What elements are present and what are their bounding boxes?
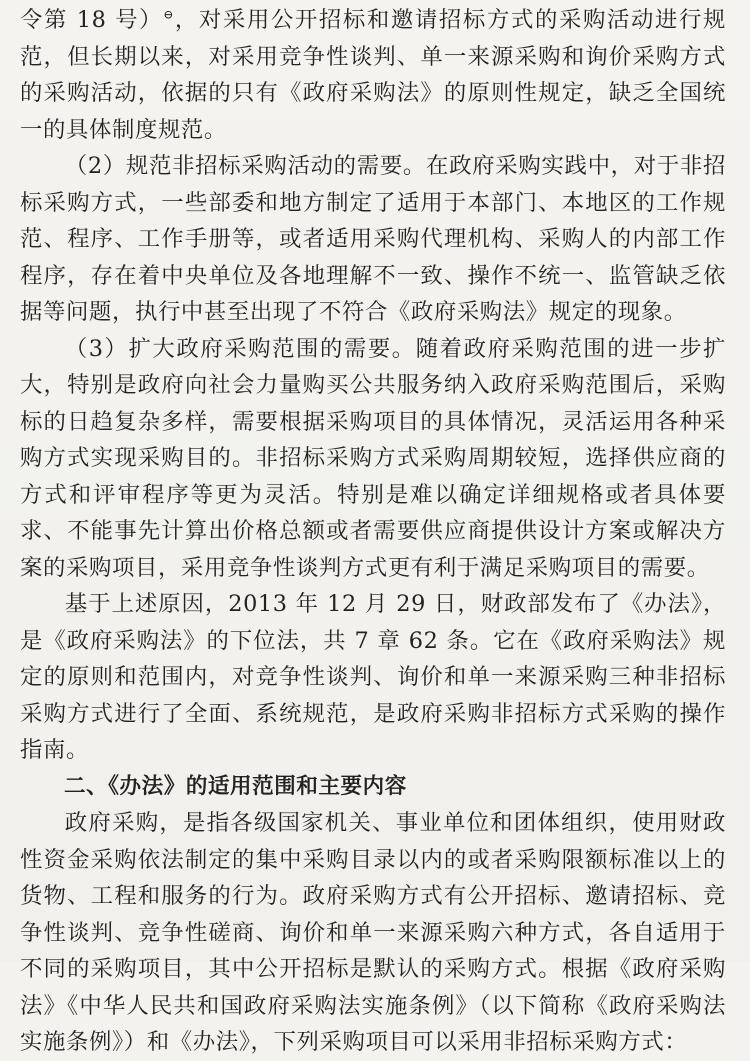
paragraph-continuation-start: 令第 18 号）	[20, 7, 164, 33]
paragraph-regulate-non-tender: （2）规范非招标采购活动的需要。在政府采购实践中，对于非招标采购方式，一些部委和地方制定了适用于本部门、本地区的工作规范、程序、工作手册等，或者适用采购代理机构、采购人的内部工作程序，存在着中央单位及各地理解不一致、操作不统一、监管缺乏依据等问题，执行中甚至出现了不符合《政府采购法》规定的现象。	[20, 153, 726, 325]
paragraph-definition: 政府采购，是指各级国家机关、事业单位和团体组织，使用财政性资金采购依法制定的集中采购目录以内的或者采购限额标准以上的货物、工程和服务的行为。政府采购方式有公开招标、邀请招标、竞争性谈判、竞争性磋商、询价和单一来源采购六种方式，各自适用于不同的采购项目，其中公开招标是默认的采购方式。根据《政府采购法》《中华人民共和国政府采购法实施条例》（以下简称《政府采购法实施条例》）和《办法》，下列采购项目可以采用非招标采购方式：	[20, 810, 726, 1055]
section-heading: 二、《办法》的适用范围和主要内容	[64, 773, 407, 799]
paragraph-expand-scope: （3）扩大政府采购范围的需要。随着政府采购范围的进一步扩大，特别是政府向社会力量购买公共服务纳入政府采购范围后，采购标的日趋复杂多样，需要根据采购项目的具体情况，灵活运用各种采购方式实现采购目的。非招标采购方式采购周期较短，选择供应商的方式和评审程序等更为灵活。特别是难以确定详细规格或者具体要求、不能事先计算出价格总额或者需要供应商提供设计方案或解决方案的采购项目，采用竞争性谈判方式更有利于满足采购项目的需要。	[20, 335, 726, 581]
paragraph-continuation	[20, 2, 726, 148]
paragraph-continuation-rest: ，对采用公开招标和邀请招标方式的采购活动进行规范，但长期以来，对采用竞争性谈判、单一来源采购和询价采购方式的采购活动，依据的只有《政府采购法》的原则性规定，缺乏全国统一的具体制度规范。	[20, 7, 726, 143]
footnote-marker[interactable]: ⊖	[163, 7, 174, 22]
paragraph-background: 基于上述原因，2013 年 12 月 29 日，财政部发布了《办法》，是《政府采购法》的下位法，共 7 章 62 条。它在《政府采购法》规定的原则和范围内，对竞争性谈判、询价和单一来源采购三种非招标采购方式进行了全面、系统规范，是政府采购非招标方式采购的操作指南。	[20, 591, 726, 763]
